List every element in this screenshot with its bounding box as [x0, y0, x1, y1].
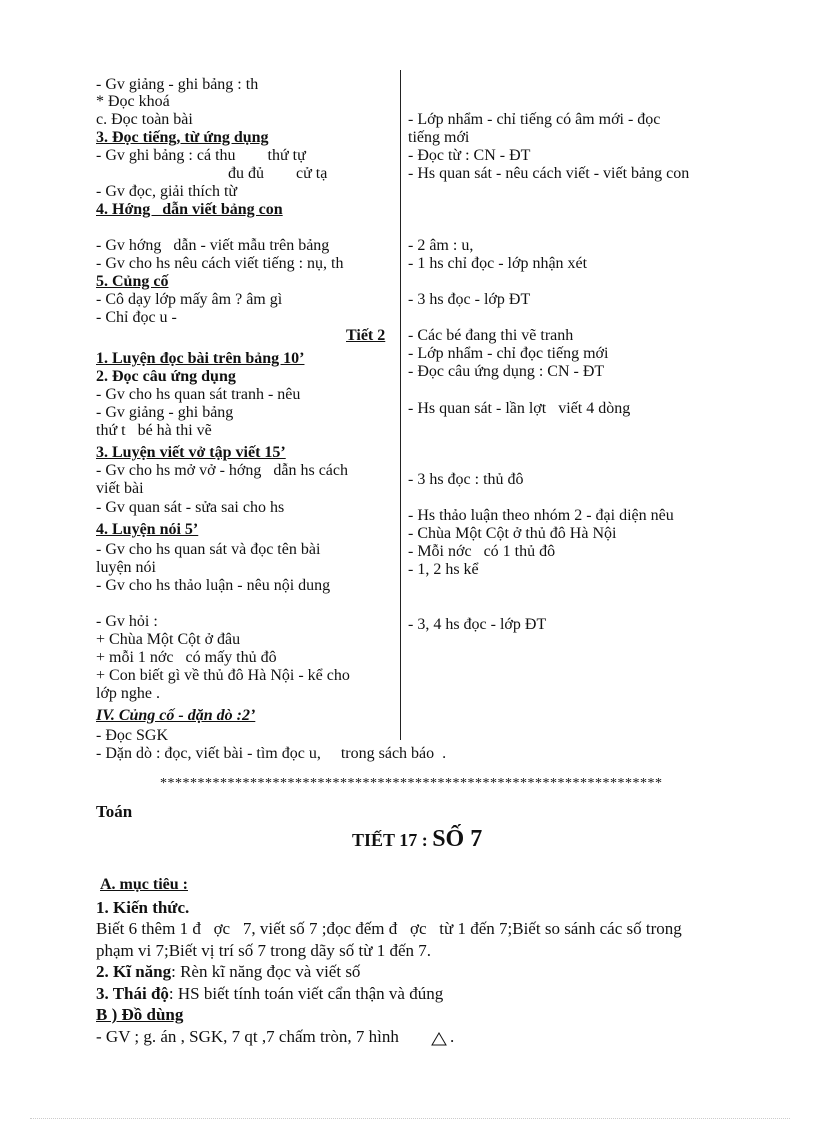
- text-line: - Đọc SGK: [96, 727, 168, 744]
- text-line: tiếng mới: [408, 129, 470, 146]
- text-line: - Gv giảng - ghi bảng: [96, 404, 234, 421]
- text-line: - 1, 2 hs kể: [408, 561, 479, 578]
- section-heading: 5. Củng cố: [96, 273, 169, 290]
- text-line: - Gv quan sát - sửa sai cho hs: [96, 499, 285, 516]
- text-line: - Gv cho hs quan sát tranh - nêu: [96, 386, 301, 403]
- text-line: - Gv cho hs thảo luận - nêu nội dung: [96, 577, 331, 594]
- skill-text: : Rèn kĩ năng đọc và viết số: [171, 962, 361, 981]
- text-line: + Chùa Một Cột ở đâu: [96, 631, 241, 648]
- text-line: * Đọc khoá: [96, 93, 170, 110]
- text-line: .: [450, 1027, 455, 1046]
- text-line: - Hs quan sát - lần lợt viết 4 dòng: [408, 400, 631, 417]
- text-line: - Đọc từ : CN - ĐT: [408, 147, 531, 164]
- lesson-title-main: SỐ 7: [432, 826, 483, 852]
- section-heading: 3. Đọc tiếng, từ ứng dụng: [96, 129, 269, 146]
- text-line: - Lớp nhẩm - chỉ đọc tiếng mới: [408, 345, 609, 362]
- lesson-title: [352, 826, 482, 853]
- text-line: lớp nghe .: [96, 685, 161, 702]
- text-line: - Gv đọc, giải thích từ: [96, 183, 238, 200]
- text-line: [96, 1028, 399, 1046]
- text-line: - 3 hs đọc - lớp ĐT: [408, 291, 531, 308]
- text-line: - Mỗi nớc có 1 thủ đô: [408, 543, 556, 560]
- text-line: - Hs quan sát - nêu cách viết - viết bảng con: [408, 165, 690, 182]
- text-line: - Gv cho hs nêu cách viết tiếng : nụ, th: [96, 255, 344, 272]
- column-divider: [400, 70, 401, 740]
- lesson-title-prefix: TIẾT 17 :: [352, 830, 433, 850]
- text-line: - Chỉ đọc u -: [96, 309, 177, 326]
- text-line: phạm vi 7;Biết vị trí số 7 trong dãy số từ 1 đến 7.: [96, 941, 432, 960]
- text-line: - 2 âm : u,: [408, 237, 474, 254]
- text-line: thứ t bé hà thi vẽ: [96, 422, 212, 439]
- text-line: - 3 hs đọc : thủ đô: [408, 471, 524, 488]
- section-heading: B ) Đồ dùng: [96, 1005, 184, 1024]
- section-heading: 1. Luyện đọc bài trên bảng 10’: [96, 350, 305, 367]
- text-line: [96, 985, 443, 1003]
- text-line: - Dặn dò : đọc, viết bài - tìm đọc u, trong sách báo .: [96, 745, 447, 762]
- skill-heading: 2. Kĩ năng: [96, 962, 172, 981]
- section-heading: IV. Củng cố - dặn dò :2’: [96, 707, 256, 724]
- materials-text: - GV ; g. án , SGK, 7 qt ,7 chấm tròn, 7 hình: [96, 1027, 399, 1046]
- text-line: - Các bé đang thi vẽ tranh: [408, 327, 574, 344]
- section-heading: 2. Đọc câu ứng dụng: [96, 368, 236, 385]
- text-line: - 1 hs chỉ đọc - lớp nhận xét: [408, 255, 588, 272]
- separator-line: *******************************************************************: [160, 776, 663, 791]
- section-heading: A. mục tiêu :: [100, 876, 188, 893]
- text-line: - Lớp nhẩm - chỉ tiếng có âm mới - đọc: [408, 111, 661, 128]
- text-line: - Cô dạy lớp mấy âm ? âm gì: [96, 291, 283, 308]
- period-heading: Tiết 2: [346, 327, 386, 344]
- section-heading: 4. Luyện nói 5’: [96, 521, 199, 538]
- text-line: + Con biết gì về thủ đô Hà Nội - kể cho: [96, 667, 350, 684]
- text-line: viết bài: [96, 480, 144, 497]
- text-line: - Hs thảo luận theo nhóm 2 - đại diện nêu: [408, 507, 674, 524]
- text-line: đu đủ cử tạ: [228, 165, 328, 182]
- text-line: - Gv ghi bảng : cá thu thứ tự: [96, 147, 306, 164]
- text-line: - Gv hớng dẫn - viết mẫu trên bảng: [96, 237, 330, 254]
- section-heading: 1. Kiến thức.: [96, 898, 190, 917]
- text-line: - Đọc câu ứng dụng : CN - ĐT: [408, 363, 605, 380]
- text-line: - 3, 4 hs đọc - lớp ĐT: [408, 616, 547, 633]
- text-line: - Gv giảng - ghi bảng : th: [96, 76, 259, 93]
- text-line: - Gv cho hs quan sát và đọc tên bài: [96, 541, 321, 558]
- text-line: - Gv hỏi :: [96, 613, 158, 630]
- triangle-icon: [430, 1031, 448, 1047]
- attitude-heading: 3. Thái độ: [96, 984, 169, 1003]
- text-line: - Chùa Một Cột ở thủ đô Hà Nội: [408, 525, 617, 542]
- attitude-text: : HS biết tính toán viết cẩn thận và đúng: [168, 984, 444, 1003]
- text-line: Biết 6 thêm 1 đ ợc 7, viết số 7 ;đọc đếm đ ợc từ 1 đến 7;Biết so sánh các số trong: [96, 919, 682, 938]
- text-line: [96, 963, 360, 981]
- text-line: - Gv cho hs mở vở - hớng dẫn hs cách: [96, 462, 348, 479]
- section-heading: 3. Luyện viết vở tập viết 15’: [96, 444, 286, 461]
- text-line: luyện nói: [96, 559, 156, 576]
- section-heading: 4. Hớng dẫn viết bảng con: [96, 201, 283, 218]
- footer-dotted-line: [30, 1118, 790, 1119]
- subject-label: Toán: [96, 802, 133, 821]
- text-line: c. Đọc toàn bài: [96, 111, 193, 128]
- text-line: + mỗi 1 nớc có mấy thủ đô: [96, 649, 277, 666]
